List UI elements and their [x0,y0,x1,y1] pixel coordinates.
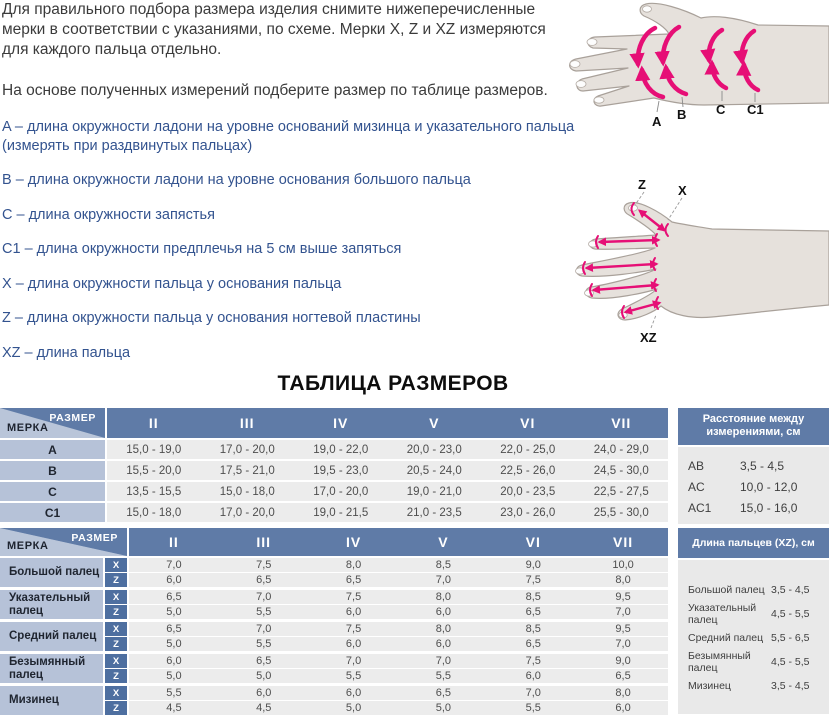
size-value-cell: 13,5 - 15,5 [126,485,182,498]
finger-value-cell: 6,5 [525,606,541,618]
finger-row-values [129,558,668,572]
measure-badge: X [105,590,127,604]
finger-value-cell: 9,0 [615,655,631,667]
finger-value-cell: 6,0 [256,687,272,699]
finger-length-label: Безымянный палец [688,650,751,674]
finger-value-cell: 4,5 [256,702,272,714]
distance-row [678,497,829,518]
finger-row [103,590,668,604]
corner-size-label: РАЗМЕР [49,412,96,424]
finger-column-header: II [169,534,179,550]
finger-value-cell: 6,5 [166,591,182,603]
finger-value-cell: 6,0 [345,638,362,650]
finger-value-cell: 7,0 [345,655,362,667]
finger-row-values [129,590,668,604]
distance-value: 10,0 - 12,0 [740,479,798,494]
finger-value-cell: 6,5 [435,687,452,699]
finger-value-cell: 6,5 [525,638,541,650]
size-column-header: VII [611,415,632,431]
size-row-values [107,482,668,501]
intro-paragraph-2: На основе полученных измерений подберите размер по таблице размеров. [2,82,548,99]
finger-column-header: VI [525,534,541,550]
finger-name: Большой палец [0,558,103,587]
finger-value-cell: 5,5 [345,670,362,682]
measurements-list [2,118,576,378]
finger-column-header: III [256,534,272,550]
size-value-cell: 15,0 - 18,0 [219,485,275,498]
finger-name: Средний палец [0,622,103,651]
finger-value-cell: 6,0 [615,702,631,714]
size-value-cell: 15,5 - 20,0 [126,464,182,477]
finger-row-values [129,654,668,668]
finger-value-cell: 5,0 [256,670,272,682]
finger-value-cell: 9,5 [615,623,631,635]
finger-table [0,528,668,715]
finger-value-cell: 6,0 [166,574,182,586]
finger-value-cell: 5,0 [435,702,452,714]
finger-subrows [103,590,668,619]
measure-badge: Z [105,605,127,619]
finger-row [103,701,668,715]
measurement-item: C1 – длина окружности предплечья на 5 см выше запяться [2,241,402,257]
finger-value-cell: 4,5 [166,702,182,714]
finger-table-columns [129,528,668,556]
finger-length-label: Средний палец [688,632,764,644]
finger-length-panel [678,528,829,714]
hand-diagram-fingers [560,148,829,348]
finger-value-cell: 7,5 [345,591,362,603]
finger-row [103,686,668,700]
size-value-cell: 19,0 - 22,0 [313,443,369,456]
measure-badge: Z [105,701,127,715]
finger-table-body [0,558,668,715]
label-Z: Z [638,177,646,192]
corner-measure-label: МЕРКА [7,540,49,552]
finger-value-cell: 7,0 [256,591,272,603]
size-table-body [0,440,668,522]
finger-value-cell: 6,5 [256,574,272,586]
finger-value-cell: 6,0 [345,687,362,699]
distance-label: AB [688,458,705,473]
size-row-values [107,503,668,522]
measure-badge: Z [105,573,127,587]
finger-row-values [129,686,668,700]
measurement-item: X – длина окружности пальца у основания пальца [2,275,342,292]
finger-length-value: 3,5 - 4,5 [771,680,810,692]
measure-badge: Z [105,637,127,651]
finger-value-cell: 5,0 [166,606,182,618]
measure-badge: X [105,654,127,668]
distance-row [678,455,829,476]
finger-row [103,654,668,668]
finger-value-cell: 5,0 [345,702,362,714]
finger-row-values [129,605,668,619]
finger-value-cell: 6,0 [435,606,452,618]
size-table-title: ТАБЛИЦА РАЗМЕРОВ [277,372,509,395]
size-value-cell: 23,0 - 26,0 [500,506,556,519]
measurement-item: A – длина окружности ладони на уровне оснований мизинца и указательного пальца (измерять при раздвинутых пальцах) [2,119,575,154]
finger-name: Указательный палец [0,590,103,619]
finger-row [103,637,668,651]
label-X: X [678,183,687,198]
distance-panel-title-line2: измерениями, см [706,426,801,438]
size-table-header [0,408,668,438]
size-value-cell: 17,0 - 20,0 [219,443,275,456]
finger-group [0,654,668,683]
size-column-header: VI [520,415,536,431]
finger-length-panel-title: Длина пальцев (XZ), см [678,528,829,558]
size-table-row [0,440,668,459]
finger-length-value: 3,5 - 4,5 [771,584,810,596]
distance-value: 3,5 - 4,5 [740,458,785,473]
distance-label: AC [688,479,705,494]
finger-value-cell: 5,5 [166,687,182,699]
finger-length-row [678,674,829,698]
finger-name: Мизинец [0,686,103,715]
finger-value-cell: 7,0 [435,574,452,586]
size-value-cell: 21,0 - 23,5 [406,506,462,519]
measure-badge: X [105,558,127,572]
finger-subrows [103,558,668,587]
finger-group [0,558,668,587]
finger-value-cell: 5,5 [256,638,272,650]
distance-panel-title-line1: Расстояние между [702,413,805,425]
measurement-labels [652,102,764,129]
finger-length-value: 4,5 - 5,5 [771,608,810,620]
finger-value-cell: 6,5 [256,655,272,667]
finger-row-values [129,669,668,683]
finger-value-cell: 5,5 [435,670,452,682]
intro [2,0,570,101]
finger-row [103,669,668,683]
size-value-cell: 20,0 - 23,0 [406,443,462,456]
size-value-cell: 19,0 - 21,0 [406,485,462,498]
distance-value: 15,0 - 16,0 [740,500,798,515]
size-value-cell: 20,5 - 24,0 [406,464,462,477]
size-value-cell: 15,0 - 19,0 [126,443,182,456]
finger-table-corner [0,528,127,556]
finger-value-cell: 6,0 [435,638,452,650]
label-B: B [677,107,687,122]
finger-length-panel-body [678,560,829,714]
finger-row [103,558,668,572]
size-value-cell: 22,0 - 25,0 [500,443,556,456]
size-column-header: V [429,415,440,431]
label-XZ: XZ [640,330,657,345]
corner-measure-label: МЕРКА [7,422,49,434]
intro-paragraph-1: Для правильного подбора размера изделия снимите нижеперечисленные мерки в соответствии с указаниями, по схеме. Мерки X, Z и XZ измеряются для каждого пальца отдельно. [2,1,546,58]
finger-value-cell: 7,5 [525,655,541,667]
finger-length-row [678,626,829,650]
size-table-row [0,503,668,522]
size-table-row [0,482,668,501]
finger-value-cell: 8,5 [525,591,541,603]
label-C: C [716,102,726,117]
distance-panel-title [678,408,829,445]
finger-length-label: Мизинец [688,680,731,692]
distance-panel-body [678,447,829,524]
finger-value-cell: 7,0 [615,638,631,650]
finger-length-row [678,650,829,674]
finger-value-cell: 8,5 [435,559,452,571]
size-column-header: III [239,415,255,431]
size-value-cell: 25,5 - 30,0 [593,506,649,519]
measure-badge: X [105,622,127,636]
finger-value-cell: 7,5 [256,559,272,571]
finger-value-cell: 7,0 [166,559,182,571]
size-table-columns [107,408,668,438]
size-value-cell: 24,5 - 30,0 [593,464,649,477]
size-value-cell: 15,0 - 18,0 [126,506,182,519]
finger-name: Безымянный палец [0,654,103,683]
finger-value-cell: 5,0 [166,670,182,682]
size-value-cell: 20,0 - 23,5 [500,485,556,498]
finger-value-cell: 8,0 [615,574,631,586]
size-column-header: IV [333,415,349,431]
size-value-cell: 22,5 - 27,5 [593,485,649,498]
size-row-label: C [0,482,105,501]
label-A: A [652,114,662,129]
measure-badge: X [105,686,127,700]
finger-value-cell: 8,0 [615,687,631,699]
finger-column-header: IV [345,534,362,550]
finger-group [0,686,668,715]
finger-subrows [103,686,668,715]
size-table [0,408,668,522]
finger-row [103,573,668,587]
hand-diagram-circumferences [562,0,829,135]
finger-row-values [129,701,668,715]
hand-outline [576,203,829,320]
size-row-values [107,440,668,459]
size-row-label: C1 [0,503,105,522]
finger-value-cell: 6,5 [166,623,182,635]
finger-value-cell: 7,0 [435,655,452,667]
finger-row [103,605,668,619]
measurement-item: Z – длина окружности пальца у основания ногтевой пластины [2,310,421,326]
finger-group [0,622,668,651]
size-value-cell: 24,0 - 29,0 [593,443,649,456]
finger-row-values [129,573,668,587]
size-row-label: B [0,461,105,480]
size-row-label: A [0,440,105,459]
measurement-item: XZ – длина пальца [2,344,131,361]
finger-subrows [103,654,668,683]
finger-value-cell: 10,0 [612,559,634,571]
finger-length-value: 4,5 - 5,5 [771,656,810,668]
distance-label: AC1 [688,500,712,515]
finger-value-cell: 7,0 [525,687,541,699]
distance-panel [678,408,829,524]
finger-value-cell: 7,5 [345,623,362,635]
finger-value-cell: 8,0 [435,591,452,603]
size-table-corner [0,408,105,438]
finger-value-cell: 6,0 [345,606,362,618]
finger-row [103,622,668,636]
finger-value-cell: 8,5 [525,623,541,635]
distance-row [678,476,829,497]
finger-value-cell: 9,5 [615,591,631,603]
finger-length-label: Большой палец [688,584,765,596]
size-value-cell: 19,5 - 23,0 [313,464,369,477]
size-row-values [107,461,668,480]
measurement-item: C – длина окружности запястья [2,206,215,223]
finger-column-header: V [438,534,449,550]
finger-group [0,590,668,619]
size-table-row [0,461,668,480]
finger-table-header [0,528,668,556]
size-value-cell: 17,0 - 20,0 [219,506,275,519]
label-C1: C1 [747,102,764,117]
finger-value-cell: 8,0 [345,559,362,571]
measure-badge: Z [105,669,127,683]
finger-value-cell: 9,0 [525,559,541,571]
size-value-cell: 17,5 - 21,0 [219,464,275,477]
finger-subrows [103,622,668,651]
finger-length-value: 5,5 - 6,5 [771,632,810,644]
size-value-cell: 19,0 - 21,5 [313,506,369,519]
finger-value-cell: 6,0 [166,655,182,667]
finger-value-cell: 5,5 [525,702,541,714]
finger-length-row [678,578,829,602]
size-value-cell: 17,0 - 20,0 [313,485,369,498]
finger-value-cell: 6,5 [615,670,631,682]
finger-row-values [129,637,668,651]
corner-size-label: РАЗМЕР [71,532,118,544]
finger-value-cell: 6,0 [525,670,541,682]
finger-length-label: Указательный палец [688,602,757,626]
finger-row-values [129,622,668,636]
finger-value-cell: 5,0 [166,638,182,650]
finger-length-row [678,602,829,626]
finger-value-cell: 6,5 [345,574,362,586]
size-column-header: II [148,415,159,431]
finger-value-cell: 7,5 [525,574,541,586]
finger-value-cell: 7,0 [256,623,272,635]
measurement-item: B – длина окружности ладони на уровне основания большого пальца [2,172,471,188]
finger-value-cell: 7,0 [615,606,631,618]
size-value-cell: 22,5 - 26,0 [500,464,556,477]
finger-value-cell: 8,0 [435,623,452,635]
finger-value-cell: 5,5 [256,606,272,618]
hand-outline [570,3,829,106]
finger-column-header: VII [612,534,634,550]
